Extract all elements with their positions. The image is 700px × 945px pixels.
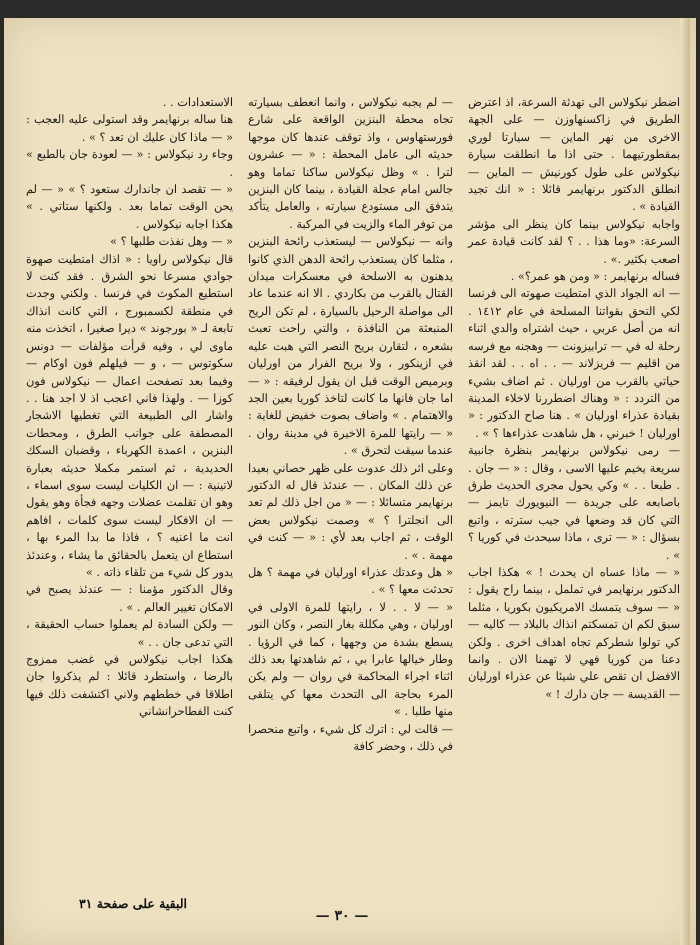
- paragraph: « — لا . . لا ، رايتها للمرة الاولى في اورليان ، وهي مكللة بغار النصر ، وكان النور يسطع بشدة من وجهها ، كما في الرؤيا . وطار خيالها عابرا بي ، ثم شاهدتها بعد ذلك اثناء اجراء المحاكمة في روان — ولم يكن المرء بحاجة الى التحدث معها كي يتلقى منها طلبا . »: [248, 600, 453, 719]
- continuation-note: البقية على صفحة ٣١: [78, 896, 188, 911]
- paragraph: — ولكن السادة لم يعملوا حساب الحقيقة ، التي تدعى جان . . »: [26, 618, 233, 649]
- paragraph: واجابه نيكولاس بينما كان ينظر الى مؤشر السرعة: «وما هذا . . ؟ لقد كانت قيادة عمر اصعب بكثير .» .: [468, 217, 680, 266]
- text-column-middle: [248, 94, 453, 755]
- paragraph: — قالت لي : اترك كل شيء ، واتبع منحصرا في ذلك ، وحضر كافة: [248, 722, 453, 754]
- text-column-right: [468, 94, 680, 703]
- paragraph: وجاء رد نيكولاس : « — لعودة جان بالطبع » .: [26, 148, 233, 179]
- magazine-page: [4, 18, 696, 945]
- paragraph: — لم يجبه نيكولاس ، وانما انعطف بسيارته تجاه محطة البنزين الواقعة على شارع فورستهاوس ، واذ توقف عندها كان موجها حديثه الى عامل المحطة : « — عشرون لترا . » وظل نيكولاس ساكنا تماما وهو جالس امام عجلة القيادة ، بينما كان البنزين يتدفق الى مستودع سيارته ، والعامل يتأكد من توفر الماء والزيت في المركبة .: [248, 96, 453, 231]
- paragraph: قال نيكولاس راويا : « اذاك امتطيت صهوة جوادي مسرعا نحو الشرق . فقد كنت لا استطيع المكوث في فرنسا . ولكني وجدت في منطقة لكسمبورج ، التي كانت انذاك تابعة لـ « بورجوند » ديرا صغيرا ، اتخذت منه ماوى لي ، وفيه قرأت مؤلفات — دونس سكوتوس — ، و — فيلهلم فون اوكام — وفيما بعد تصفحت اعمال — نيكولاس فون كوزا — . ولهذا فاني اعجب اذ لا اجد هنا . . واشار الى الطبيعة التي تغطيها الاشجار المصطفة على جوانب الطرق ، ومحطات البنزين ، اعمدة الكهرباء ، وقضبان السكك الحديدية ، ثم استمر مكملا حديثه بعبارة لاتينية : — ان الكليات ليست سوى اسماء ، وهو ان تقلمت عضلات وجهه فجأة وهو يقول — ان الافكار ليست سوى كلمات ، افاهم انت ما اعنيه ؟ ، فاذا ما بدا المرء بها ، استطاع ان يتعمل بالحقائق ما يشاء ، وعندئذ يدور كل شيء من تلقاء ذاته . »: [26, 252, 233, 579]
- paragraph: هكذا اجاب نيكولاس في غضب ممزوج بالرضا ، واستطرد قائلا : لم يذكروا جان اطلاقا في خططهم ولاني اكتشفت ذلك فيها كنت الفطاحرانشاني: [26, 653, 233, 719]
- text-column-left: [26, 94, 233, 721]
- paragraph: وقال الدكتور مؤمنا : — عندئذ يصبح في الامكان تغيير العالم . » .: [26, 583, 233, 614]
- paragraph: وعلى اثر ذلك عدوت على ظهر حصاني بعيدا عن ذلك المكان . — عندئذ قال له الدكتور برنهايمر متسائلا : — « من اجل ذلك لم تعد الى انجلترا ؟ » وصمت نيكولاس بعض الوقت ، ثم اجاب بعد لأي : « — كنت في مهمة . » .: [248, 461, 453, 562]
- paragraph: « هل وعدتك عذراء اورليان في مهمة ؟ هل تحدثت معها ؟ » .: [248, 565, 453, 597]
- paragraph: — رمى نيكولاس برنهايمر بنظرة جانبية سريعة يخيم عليها الاسى ، وقال : « — جان . . طبعا . . » وكي يحول مجرى الحديث طرق باصابعه على جريدة — النيويورك تايمز — التي كان قد وضعها في جيب سترته ، واتبع بسؤال : « — ترى ، ماذا سيحدث في كوريا ؟ » .: [468, 444, 680, 562]
- paragraph: « — وهل نفذت طلبها ؟ »: [110, 235, 233, 249]
- paragraph: — انه الجواد الذي امتطيت صهوته الى فرنسا لكي التحق بقواتنا المسلحة في عام ١٤١٢ . انه من أصل عربي ، حيث اشتراه والدي اثناء رحلة له في — ترابيزونت — وهجنه مع فرسه من اقليم — فريزلاند — . . اه . . لقد انقذ حياتي بالقرب من اورليان . ثم اضاف بشيء من التردد : « وهناك اضطررنا لاخلاء المدينة بقيادة عذراء اورليان » . هنا صاح الدكتور : « اورليان ! خبرني ، هل شاهدت عذراءها ؟ » .: [468, 287, 680, 440]
- paragraph: فساله برنهايمر : « ومن هو عمر؟» .: [510, 270, 680, 284]
- paragraph: هنا ساله برنهايمر وقد استولى عليه العجب : « — ماذا كان عليك ان تعد ؟ » .: [26, 113, 233, 144]
- paragraph: « — ماذا عساه ان يحدث ! » هكذا اجاب الدكتور برنهايمر في تململ ، بينما راح يقول : « — سوف يتمسك الامريكيون بكوريا ، مثلما سبق لكم ان تمسكتم انذاك بالبلاد — كاليه — كي تولوا شطركم تجاه اهداف اخرى . ولكن دعنا من كوريا فهي لا تهمنا الان . وانما الافضل ان تقص علي شيئا عن عذراء اورليان — القديسة — جان دارك ! »: [468, 565, 680, 701]
- paragraph: « — تقصد ان جاندارك ستعود ؟ » « — لم يحن الوقت تماما بعد . ولكنها ستاتي . » هكذا اجابه نيكولاس .: [26, 183, 233, 231]
- page-binding-shadow: [680, 18, 690, 945]
- page-number: — ٣٠ —: [315, 908, 369, 924]
- paragraph: اضطر نيكولاس الى تهدئة السرعة، اذ اعترض الطريق في زاكسنهاوزن — على الجهة الاخرى من نهر الماين — سيارتا لوري بمقطورتيهما . حتى اذا ما انطلقت سيارة نيكولاس على طول كورنيش — الماين — انطلق الدكتور برنهايمر قائلا : « انك تجيد القيادة » .: [468, 96, 680, 214]
- paragraph: وانه — نيكولاس — ليستعذب رائحة البنزين ، مثلما كان يستعذب رائحة الدهن الذي كانوا يدهنون به الاسلحة في معسكرات ميدان القتال بالقرب من بكاردي . الا انه عندما عاد الى مواصلة الرحيل بالسيارة ، لم تكن الريح المنبعثة من النافذة ، والتي راحت تعبث بشعره ، لتقارن بريح النصر التي هبت عليه في ازينكور ، ولا بريح الفرار من اورليان وبرميص الوقت قبل ان يقول لرفيقه : « — اما جان فانها ما كانت لتاخذ كوريا بعين الجد والاهتمام . » واضاف بصوت خفيض للغاية : « — رايتها للمرة الاخيرة في مدينة روان . عندما سيقت لتحرق » .: [248, 235, 453, 458]
- paragraph: الاستعدادات . .: [162, 96, 233, 109]
